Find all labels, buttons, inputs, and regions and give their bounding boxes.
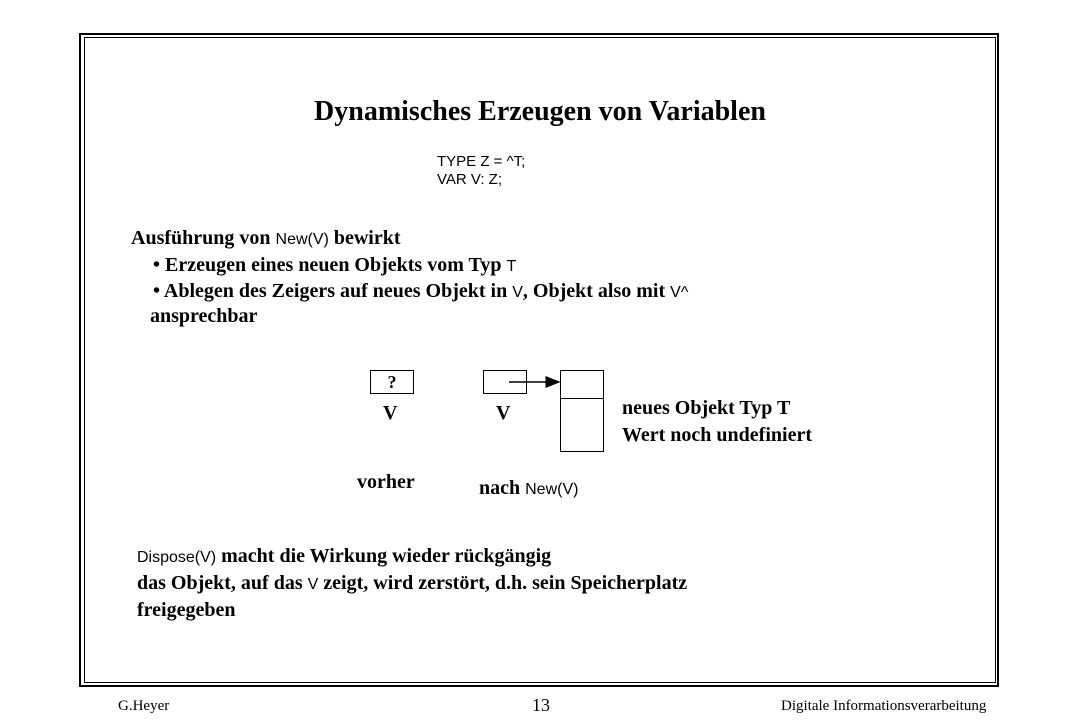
code-line-type: TYPE Z = ^T; [437,153,526,170]
bullet2-code-v: V [512,284,523,301]
slide-title: Dynamisches Erzeugen von Variablen [314,96,766,127]
footer-page-number: 13 [532,695,550,715]
caption-before: vorher [357,471,415,493]
dispose-line2-pre: das Objekt, auf das [137,572,308,594]
object-caption-undefined: Wert noch undefiniert [622,424,812,446]
caption-after [479,477,578,500]
bullet1-code: T [506,258,517,275]
intro-text-post: bewirkt [328,227,401,249]
intro-code-new: New(V) [275,231,329,248]
caption-after-text: nach [479,477,526,499]
object-caption-type: neues Objekt Typ T [622,397,791,419]
bullet1-text: • Erzeugen eines neuen Objekts vom Typ [153,254,507,276]
bullet2-text-pre: • Ablegen des Zeigers auf neues Objekt in [153,280,513,302]
object-box-divider [561,398,603,399]
footer-course: Digitale Informationsverarbeitung [781,698,987,714]
code-line-var: VAR V: Z; [437,171,503,188]
bullet2-text-mid: , Objekt also mit [522,280,671,302]
undefined-marker: ? [387,372,397,392]
dispose-line-3: freigegeben [137,599,236,621]
dispose-line2-code: V [307,576,319,593]
footer-author: G.Heyer [118,698,170,714]
dispose-line2-post: zeigt, wird zerstört, d.h. sein Speicherplatz [318,572,688,594]
dispose-line-1 [137,545,551,568]
var-label-after: V [496,402,511,424]
caption-after-code: New(V) [525,481,579,498]
var-label-before: V [383,402,398,424]
bullet2-code-vderef: V^ [670,284,689,301]
dispose-text: macht die Wirkung wieder rückgängig [216,545,552,567]
intro-text-pre: Ausführung von [131,227,276,249]
bullet2-continuation: ansprechbar [150,305,258,327]
dispose-line-2 [137,572,687,595]
dispose-code: Dispose(V) [137,549,217,566]
new-object-box [560,370,604,452]
